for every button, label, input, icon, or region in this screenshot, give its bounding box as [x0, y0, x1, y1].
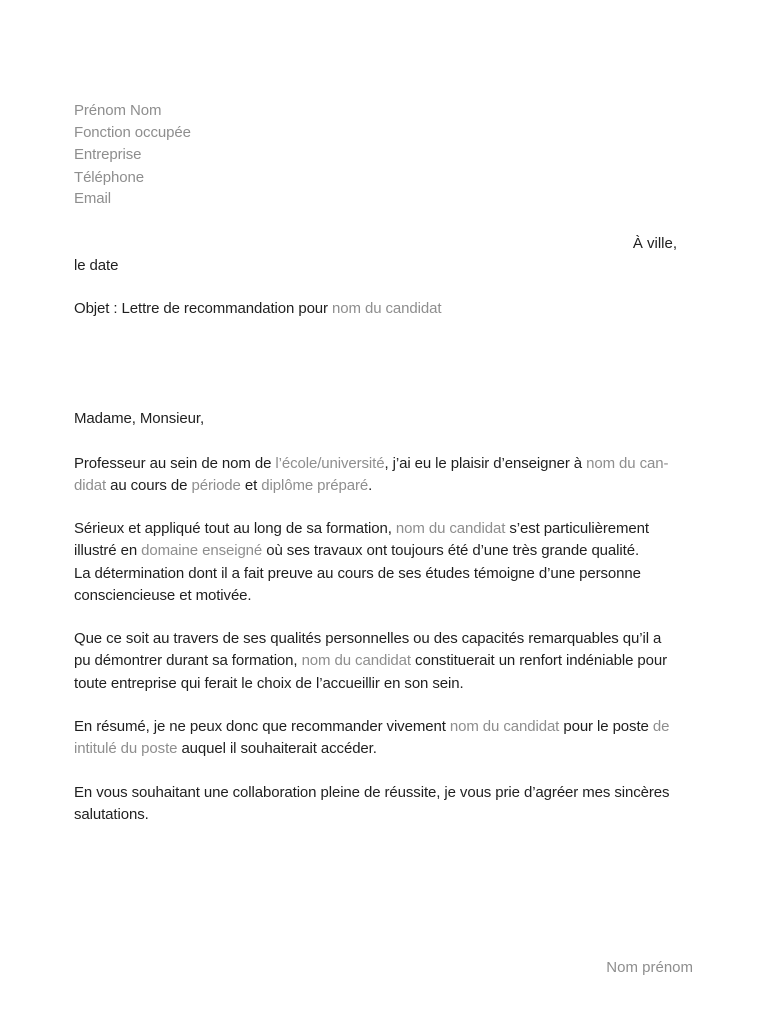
text-span: En résumé, je ne peux donc que recommander vivement — [74, 718, 450, 735]
letter-date: le date — [74, 257, 119, 274]
paragraph-line — [74, 518, 649, 540]
text-span: . — [368, 477, 373, 494]
paragraph-line: Que ce soit au travers de ses qualités personnelles ou des capacités remarquables qu’il a — [74, 630, 662, 647]
paragraph-line — [74, 716, 669, 738]
paragraph-line: salutations. — [74, 806, 149, 823]
candidate-placeholder: nom du candidat — [301, 652, 411, 669]
text-span: illustré en — [74, 542, 142, 559]
paragraph-line: consciencieuse et motivée. — [74, 587, 252, 604]
subject-candidate-placeholder: nom du candidat — [332, 300, 442, 317]
letter-city: À ville, — [632, 235, 677, 252]
subject-label: Objet : Lettre de recommandation pour — [74, 300, 333, 317]
paragraph-line — [74, 650, 667, 672]
paragraph-line: La détermination dont il a fait preuve au cours de ses études témoigne d’une personne — [74, 565, 641, 582]
school-placeholder: l’école/université — [275, 455, 385, 472]
candidate-placeholder: nom du candidat — [395, 520, 506, 537]
paragraph-line: toute entreprise qui ferait le choix de l’accueillir en son sein. — [74, 675, 464, 692]
letter-subject — [74, 298, 441, 320]
candidate-placeholder: nom du candidat — [449, 718, 560, 735]
sender-company: Entreprise — [74, 146, 142, 163]
diploma-placeholder: diplôme préparé — [261, 477, 369, 494]
job-title-placeholder: de — [652, 718, 670, 735]
text-span: constituerait un renfort indéniable pour — [410, 652, 668, 669]
text-span: pour le poste — [559, 718, 653, 735]
candidate-placeholder: didat — [74, 477, 107, 494]
text-span: s’est particulièrement — [505, 520, 649, 537]
paragraph-line: En vous souhaitant une collaboration pleine de réussite, je vous prie d’agréer mes sincères — [74, 784, 670, 801]
paragraph-line — [74, 738, 377, 760]
paragraph-line — [74, 453, 668, 475]
text-span: Professeur au sein de nom de — [74, 455, 276, 472]
signature: Nom prénom — [606, 959, 693, 976]
period-placeholder: période — [191, 477, 241, 494]
text-span: auquel il souhaiterait accéder. — [177, 740, 377, 757]
text-span: où ses travaux ont toujours été d’une très grande qualité. — [262, 542, 640, 559]
domain-placeholder: domaine enseigné — [141, 542, 263, 559]
salutation: Madame, Monsieur, — [74, 410, 205, 427]
text-span: Sérieux et appliqué tout au long de sa formation, — [74, 520, 396, 537]
paragraph-line — [74, 475, 372, 497]
text-span: au cours de — [106, 477, 192, 494]
sender-email: Email — [74, 190, 112, 207]
sender-name: Prénom Nom — [74, 102, 162, 119]
sender-position: Fonction occupée — [74, 124, 191, 141]
text-span: et — [240, 477, 262, 494]
job-title-placeholder: intitulé du poste — [74, 740, 178, 757]
sender-phone: Téléphone — [74, 169, 144, 186]
candidate-placeholder: nom du can- — [586, 455, 669, 472]
text-span: pu démontrer durant sa formation, — [74, 652, 302, 669]
paragraph-line — [74, 540, 639, 562]
text-span: , j’ai eu le plaisir d’enseigner à — [384, 455, 587, 472]
